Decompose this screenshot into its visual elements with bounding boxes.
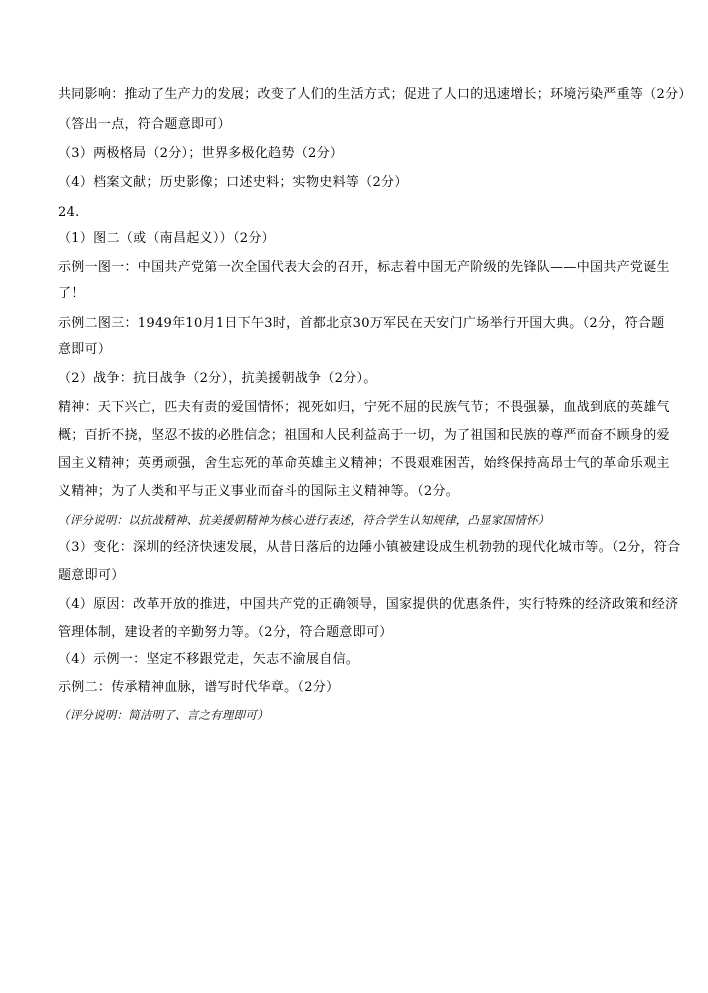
line-spirit-4: 义精神；为了人类和平与正义事业而奋斗的国际主义精神等。（2分。 bbox=[58, 484, 460, 499]
scoring-note-1: （评分说明：以抗战精神、抗美援朝精神为核心进行表述，符合学生认知规律，凸显家国情怀） bbox=[58, 513, 550, 527]
scoring-note-2: （评分说明：简洁明了、言之有理即可） bbox=[58, 708, 269, 722]
line-example-1-cont: 了！ bbox=[58, 286, 85, 301]
line-24-1-answer: （1）图二（或（南昌起义））（2分） bbox=[58, 231, 275, 246]
line-spirit-1: 精神：天下兴亡，匹夫有责的爱国情怀；视死如归，宁死不屈的民族气节；不畏强暴，血战到底的英雄气 bbox=[58, 400, 670, 415]
line-common-impact: 共同影响：推动了生产力的发展；改变了人们的生活方式；促进了人口的迅速增长；环境污染严重等（2分） bbox=[58, 87, 692, 102]
line-q4-sources: （4）档案文献；历史影像；口述史料；实物史料等（2分） bbox=[58, 175, 408, 190]
line-24-4-reason-cont: 管理体制，建设者的辛勤努力等。（2分，符合题意即可） bbox=[58, 625, 393, 640]
line-example-2-cont: 意即可） bbox=[58, 342, 112, 357]
line-24-3-change: （3）变化：深圳的经济快速发展，从昔日落后的边陲小镇被建设成生机勃勃的现代化城市等。（2分，符合 bbox=[58, 540, 681, 555]
question-number-24: 24. bbox=[58, 205, 80, 220]
line-spirit-2: 概；百折不挠，坚忍不拔的必胜信念；祖国和人民利益高于一切，为了祖国和民族的尊严而奋不顾身的爱 bbox=[58, 428, 670, 443]
line-q3-bipolar: （3）两极格局（2分）；世界多极化趋势（2分） bbox=[58, 146, 344, 161]
line-24-3-change-cont: 题意即可） bbox=[58, 568, 125, 583]
line-24-4-example-2: 示例二：传承精神血脉，谱写时代华章。（2分） bbox=[58, 680, 340, 695]
line-24-4-reason: （4）原因：改革开放的推进，中国共产党的正确领导，国家提供的优惠条件，实行特殊的经济政策和经济 bbox=[58, 597, 679, 612]
line-spirit-3: 国主义精神；英勇顽强，舍生忘死的革命英雄主义精神；不畏艰难困苦，始终保持高昂士气的革命乐观主 bbox=[58, 456, 670, 471]
line-answer-note: （答出一点，符合题意即可） bbox=[58, 117, 231, 132]
line-example-1: 示例一图一：中国共产党第一次全国代表大会的召开，标志着中国无产阶级的先锋队——中国共产党诞生 bbox=[58, 260, 670, 275]
line-24-4-example-1: （4）示例一：坚定不移跟党走，矢志不渝展自信。 bbox=[58, 652, 360, 667]
line-example-2: 示例二图三：1949年10月1日下午3时，首都北京30万军民在天安门广场举行开国大典。（2分，符合题 bbox=[58, 316, 665, 331]
line-24-2-wars: （2）战争：抗日战争（2分），抗美援朝战争（2分）。 bbox=[58, 371, 377, 386]
